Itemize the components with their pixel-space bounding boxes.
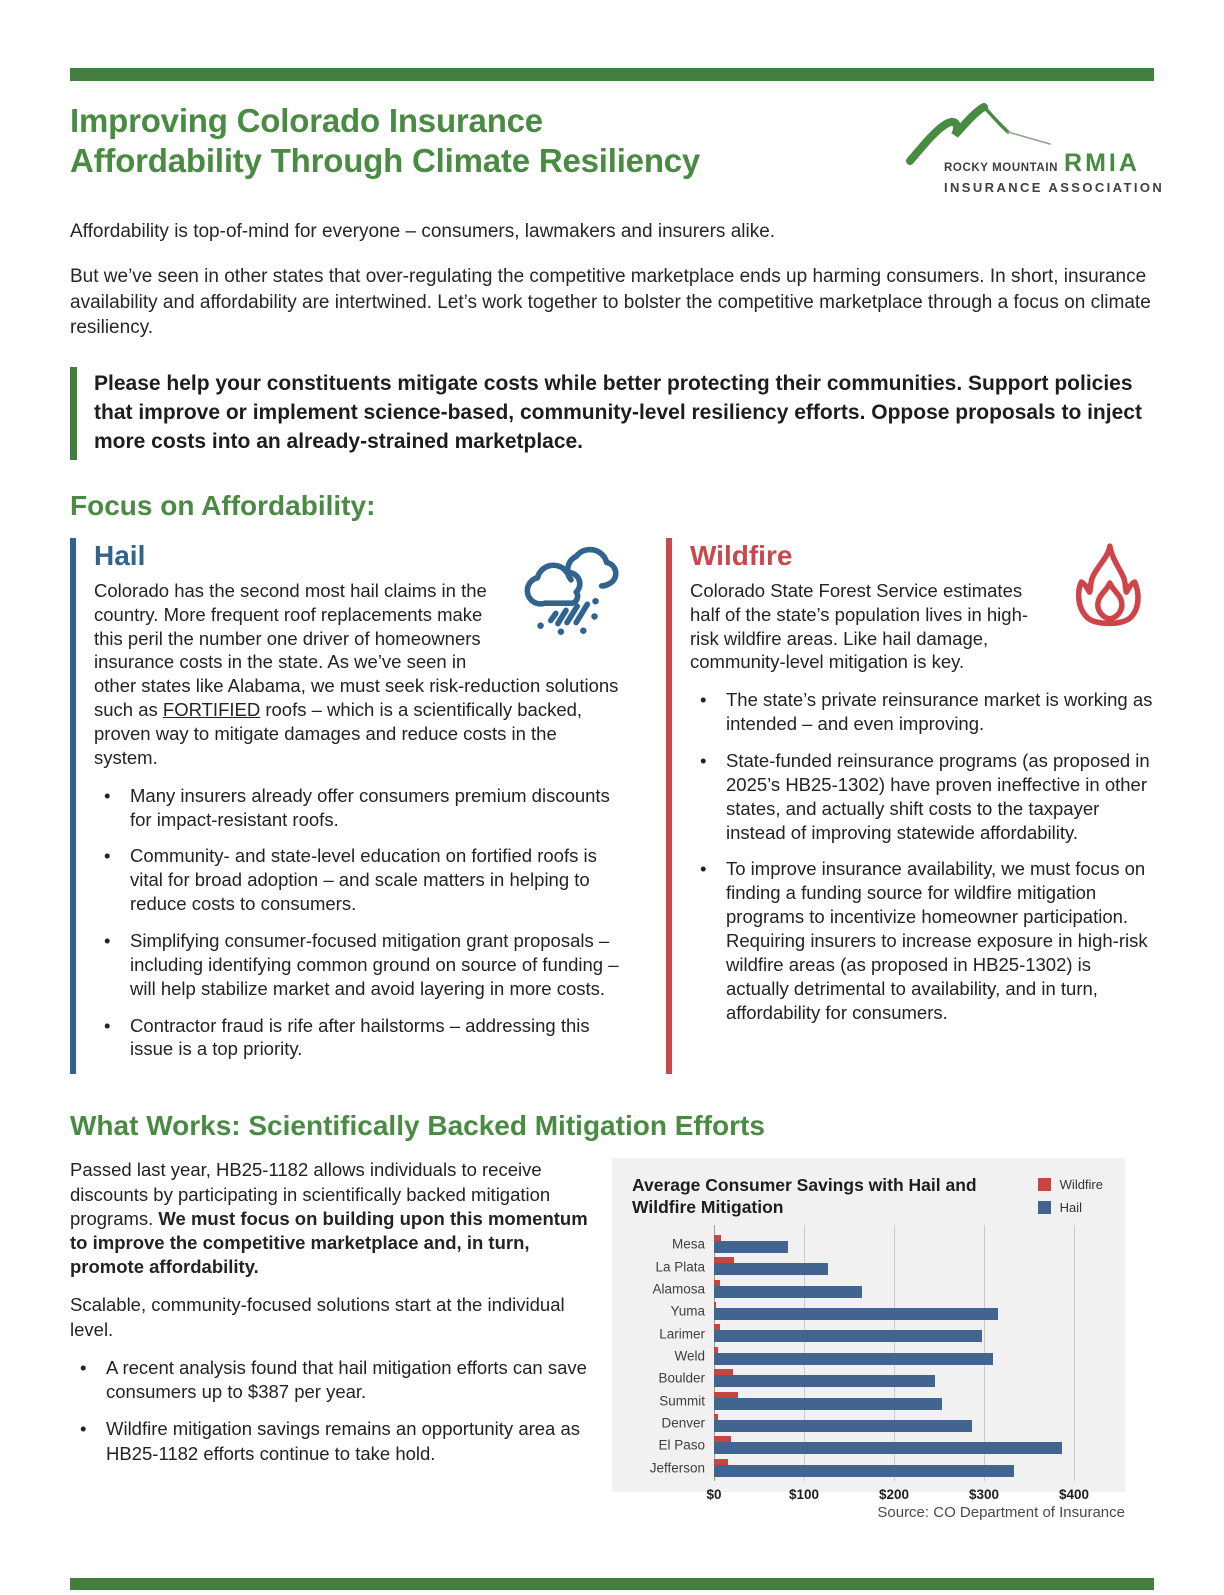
hail-heading: Hail: [94, 539, 146, 571]
hail-bullet: • Simplifying consumer-focused mitigation grant proposals – including identifying common ground on source of funding – will help stabilize market and avoid layering in more costs.: [94, 929, 622, 1001]
legend-label-hail: Hail: [1059, 1200, 1083, 1216]
bar-hail: [714, 1375, 935, 1387]
chart-xaxis: [706, 1487, 1101, 1507]
logo-name-bottom: INSURANCE ASSOCIATION: [944, 180, 1165, 195]
logo-text: [944, 149, 1164, 195]
row-label: Weld: [674, 1348, 705, 1364]
wildfire-bullet: • The state’s private reinsurance market is working as intended – and even improving.: [690, 688, 1154, 736]
bar-hail: [714, 1353, 993, 1365]
row-label: Alamosa: [652, 1281, 705, 1297]
page-title: [70, 101, 700, 180]
ww-p1-bold: We must focus on building upon this momentum to improve the competitive marketplace and, in turn, promote affordability.: [70, 1207, 588, 1278]
chart-title: Average Consumer Savings with Hail and Wildfire Mitigation: [632, 1175, 977, 1218]
page-title-line2: Affordability Through Climate Resiliency: [70, 141, 701, 179]
hail-bullet: • Many insurers already offer consumers premium discounts for impact-resistant roofs.: [94, 784, 622, 832]
chart-row: [658, 1434, 1101, 1456]
what-works-bullet: • Wildfire mitigation savings remains an opportunity area as HB25-1182 efforts continue to take hold.: [70, 1417, 590, 1465]
legend-swatch: [1038, 1178, 1051, 1191]
chart-row: [659, 1322, 1101, 1344]
hail-bullet-list: [94, 784, 622, 1062]
row-label: Jefferson: [649, 1460, 705, 1476]
bar-hail: [714, 1465, 1014, 1477]
ww-p1-normal: Passed last year, HB25-1182 allows individuals to receive discounts by participating in scientifically backed mitigation programs.: [70, 1159, 551, 1229]
row-label: La Plata: [655, 1259, 705, 1275]
what-works-paragraph-2: Scalable, community-focused solutions start at the individual level.: [70, 1294, 565, 1340]
wildfire-column: [666, 538, 1154, 1075]
header: [70, 101, 1165, 199]
bottom-accent-bar: [70, 1578, 1154, 1590]
legend-item-hail: [1038, 1200, 1103, 1215]
intro-paragraph-2: But we’ve seen in other states that over-regulating the competitive marketplace ends up harming consumers. In short, insurance availability and affordability are intertwined. Let’s work together to bolster the competitive marketplace through a focus on climate resiliency.: [70, 266, 1151, 339]
savings-chart: [612, 1158, 1125, 1503]
what-works-bullet: • A recent analysis found that hail mitigation efforts can save consumers up to $387 per year.: [70, 1356, 590, 1404]
focus-heading: Focus on Affordability:: [70, 489, 376, 521]
wildfire-bullet: • State-funded reinsurance programs (as proposed in 2025’s HB25-1302) have proven ineffective in other states, and actually shift costs to the taxpayer instead of improving statewide affordability.: [690, 749, 1154, 844]
wildfire-bullet: • To improve insurance availability, we must focus on finding a funding source for wildfire mitigation programs to incentivize homeowner participation. Requiring insurers to increase exposure in high-risk wildfire areas (as proposed in HB25-1302) is actually detrimental to availability, and in turn, affordability for consumers.: [690, 857, 1154, 1024]
rmia-logo: [896, 103, 1165, 199]
bar-hail: [714, 1442, 1062, 1454]
bar-hail: [714, 1263, 828, 1275]
hail-intro-before: Colorado has the second most hail claims in the country. More frequent roof replacements make this peril the number one driver of homeowners insurance costs in the state. As we’ve seen in other states like Alabama, we must seek risk-reduction solutions such as: [94, 579, 619, 721]
hail-cloud-icon: [510, 538, 622, 648]
wildfire-intro: Colorado State Forest Service estimates half of the state’s population lives in high-risk wildfire areas. Like hail damage, community-level mitigation is key.: [690, 579, 1029, 673]
chart-row: [649, 1457, 1101, 1479]
bar-hail: [714, 1286, 862, 1298]
what-works-heading: What Works: Scientifically Backed Mitigation Efforts: [70, 1110, 765, 1142]
legend-item-wildfire: [1038, 1177, 1103, 1192]
bar-hail: [714, 1330, 982, 1342]
row-label: El Paso: [658, 1437, 705, 1453]
row-label: Larimer: [659, 1326, 705, 1342]
chart-plot: [649, 1233, 1101, 1479]
fortified-link[interactable]: FORTIFIED: [162, 699, 261, 721]
bar-hail: [714, 1241, 788, 1253]
chart-row: [674, 1345, 1101, 1367]
chart-row: [652, 1278, 1101, 1300]
hail-bullet: • Community- and state-level education on fortified roofs is vital for broad adoption – and scale matters in helping to reduce costs to consumers.: [94, 844, 622, 916]
what-works-section: [70, 1158, 1125, 1503]
what-works-text: [70, 1158, 590, 1492]
chart-row: [671, 1233, 1101, 1255]
logo-acronym: RMIA: [1064, 149, 1140, 177]
what-works-bullet-list: [70, 1356, 590, 1466]
x-tick-label: $400: [1058, 1487, 1090, 1503]
row-label: Boulder: [658, 1370, 705, 1386]
x-tick-label: $0: [706, 1487, 722, 1503]
legend-label-wildfire: Wildfire: [1059, 1177, 1103, 1193]
what-works-paragraph-1: [70, 1158, 590, 1279]
hail-bullet: • Contractor fraud is rife after hailstorms – addressing this issue is a top priority.: [94, 1014, 622, 1062]
x-tick-label: $100: [788, 1487, 820, 1503]
x-tick-label: $200: [878, 1487, 910, 1503]
intro-paragraph-1: Affordability is top-of-mind for everyone – consumers, lawmakers and insurers alike.: [70, 221, 776, 242]
chart-row: [658, 1367, 1101, 1389]
chart-row: [659, 1390, 1101, 1412]
wildfire-heading: Wildfire: [690, 539, 793, 571]
chart-row: [655, 1255, 1101, 1277]
hail-intro-after: roofs – which is a scientifically backed, proven way to mitigate damages and reduce costs in the system.: [94, 699, 583, 768]
page-title-line1: Improving Colorado Insurance: [70, 102, 543, 139]
bar-hail: [714, 1308, 998, 1320]
bar-hail: [714, 1398, 942, 1410]
chart-legend: [1038, 1177, 1103, 1223]
intro-section: [70, 219, 1154, 341]
row-label: Summit: [659, 1393, 705, 1409]
wildfire-flame-icon: [1062, 538, 1154, 656]
row-label: Denver: [661, 1415, 705, 1431]
x-tick-label: $300: [968, 1487, 1000, 1503]
row-label: Yuma: [670, 1303, 705, 1319]
chart-row: [661, 1412, 1101, 1434]
row-label: Mesa: [671, 1236, 705, 1252]
callout-box: Please help your constituents mitigate costs while better protecting their communities. Support policies that improve or implement science-based, community-level resiliency efforts. Oppose proposals to inject more costs into an already-strained marketplace.: [70, 367, 1154, 460]
top-accent-bar: [70, 68, 1154, 81]
focus-columns: [70, 538, 1154, 1075]
legend-swatch: [1038, 1201, 1051, 1214]
bar-hail: [714, 1420, 972, 1432]
hail-column: [70, 538, 622, 1075]
wildfire-bullet-list: [690, 688, 1154, 1024]
logo-name-top: ROCKY MOUNTAIN: [944, 162, 1059, 174]
chart-row: [670, 1300, 1101, 1322]
chart-rows: [649, 1233, 1101, 1479]
source-note: Source: CO Department of Insurance: [877, 1504, 1125, 1522]
